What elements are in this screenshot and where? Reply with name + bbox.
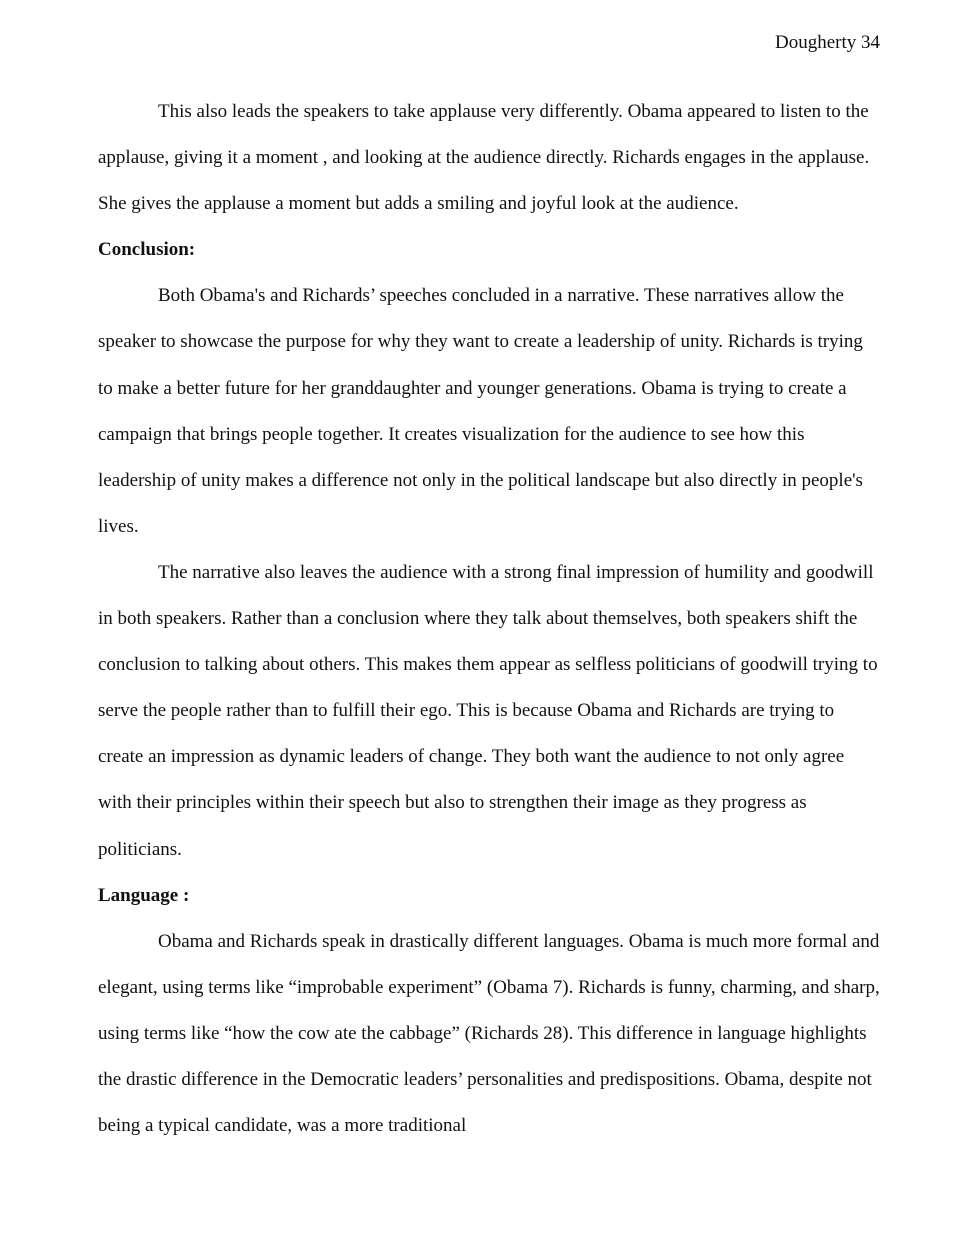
- paragraph-applause: This also leads the speakers to take applause very differently. Obama appeared to listen to the applause, giving it a moment , and looking at the audience directly. Richards engages in the applause. She gives the applause a moment but adds a smiling and joyful look at the audience.: [98, 101, 870, 215]
- heading-language: Language :: [98, 884, 190, 906]
- paragraph-conclusion-narrative: Both Obama's and Richards’ speeches concluded in a narrative. These narratives allow the speaker to showcase the purpose for why they want to create a leadership of unity. Richards is trying to make a better future for her granddaughter and younger generations. Obama is trying to create a campaign that brings people together. It creates visualization for the audience to see how this leadership of unity makes a difference not only in the political landscape but also directly in people's lives.: [98, 285, 863, 537]
- paragraph-conclusion-impression: The narrative also leaves the audience with a strong final impression of humility and goodwill in both speakers. Rather than a conclusion where they talk about themselves, both speakers shift the conclusion to talking about others. This makes them appear as selfless politicians of goodwill trying to serve the people rather than to fulfill their ego. This is because Obama and Richards are trying to create an impression as dynamic leaders of change. They both want the audience to not only agree with their principles within their speech but also to strengthen their image as they progress as politicians.: [98, 561, 878, 860]
- body-text: [98, 89, 882, 1149]
- heading-conclusion: Conclusion:: [98, 239, 196, 261]
- paragraph-language: Obama and Richards speak in drastically different languages. Obama is much more formal and elegant, using terms like “improbable experiment” (Obama 7). Richards is funny, charming, and sharp, using terms like “how the cow ate the cabbage” (Richards 28). This difference in language highlights the drastic difference in the Democratic leaders’ personalities and predispositions. Obama, despite not being a typical candidate, was a more traditional: [98, 930, 880, 1137]
- running-head: Dougherty 34: [774, 32, 880, 53]
